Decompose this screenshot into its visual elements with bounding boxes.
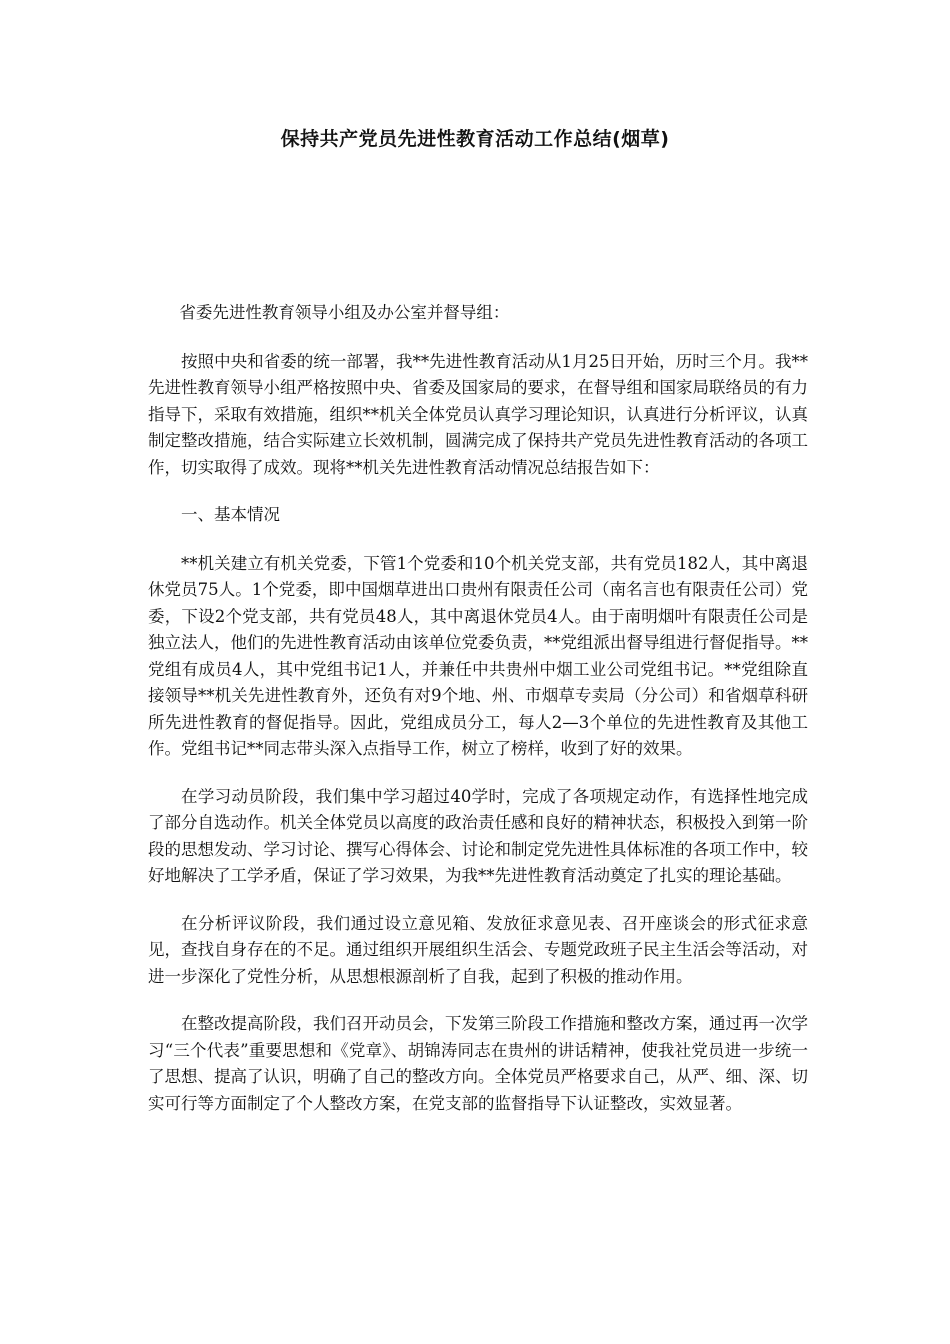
salutation: 省委先进性教育领导小组及办公室并督导组： (179, 303, 510, 322)
paragraph-intro: 按照中央和省委的统一部署，我**先进性教育活动从1月25日开始，历时三个月。我**先进性教育领导小组严格按照中央、省委及国家局的要求，在督导组和国家局联络员的有力指导下，采取有效措施，组织**机关全体党员认真学习理论知识，认真进行分析评议，认真制定整改措施，结合实际建立长效机制，圆满完成了保持共产党员先进性教育活动的各项工作，切实取得了成效。现将**机关先进性教育活动情况总结报告如下： (148, 351, 808, 477)
section-heading-basic-situation: 一、基本情况 (181, 505, 280, 524)
paragraph-study-stage: 在学习动员阶段，我们集中学习超过40学时，完成了各项规定动作，有选择性地完成了部分自选动作。机关全体党员以高度的政治责任感和良好的精神状态，积极投入到第一阶段的思想发动、学习讨论、撰写心得体会、讨论和制定党先进性具体标准的各项工作中，较好地解决了工学矛盾，保证了学习效果，为我**先进性教育活动奠定了扎实的理论基础。 (148, 786, 808, 885)
paragraph-rectification-stage: 在整改提高阶段，我们召开动员会，下发第三阶段工作措施和整改方案，通过再一次学习“三个代表”重要思想和《党章》、胡锦涛同志在贵州的讲话精神，使我社党员进一步统一了思想、提高了认识，明确了自己的整改方向。全体党员严格要求自己，从严、细、深、切实可行等方面制定了个人整改方案，在党支部的监督指导下认证整改，实效显著。 (148, 1014, 808, 1113)
paragraph-evaluation-stage: 在分析评议阶段，我们通过设立意见箱、发放征求意见表、召开座谈会的形式征求意见，查找自身存在的不足。通过组织开展组织生活会、专题党政班子民主生活会等活动，对进一步深化了党性分析，从思想根源剖析了自我，起到了积极的推动作用。 (148, 913, 808, 986)
document-body (148, 300, 808, 1138)
paragraph-basic-situation: **机关建立有机关党委，下管1个党委和10个机关党支部，共有党员182人，其中离退休党员75人。1个党委，即中国烟草进出口贵州有限责任公司（南名言也有限责任公司）党委，下设2个党支部，共有党员48人，其中离退休党员4人。由于南明烟叶有限责任公司是独立法人，他们的先进性教育活动由该单位党委负责，**党组派出督导组进行督促指导。**党组有成员4人，其中党组书记1人，并兼任中共贵州中烟工业公司党组书记。**党组除直接领导**机关先进性教育外，还负有对9个地、州、市烟草专卖局（分公司）和省烟草科研所先进性教育的督促指导。因此，党组成员分工，每人2—3个单位的先进性教育及其他工作。党组书记**同志带头深入点指导工作，树立了榜样，收到了好的效果。 (148, 553, 808, 758)
document-title: 保持共产党员先进性教育活动工作总结(烟草) (280, 128, 670, 150)
